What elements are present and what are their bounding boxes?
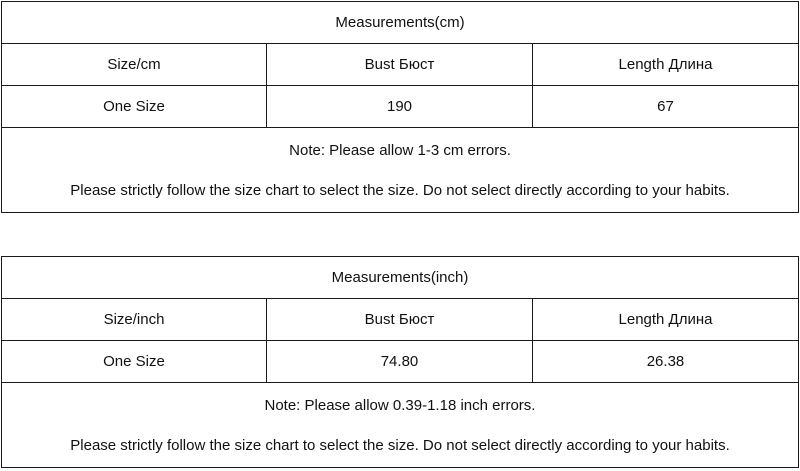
table-header-row: [2, 44, 799, 86]
cell-bust: 74.80: [267, 341, 533, 383]
column-header-bust: Bust Бюст: [267, 299, 533, 341]
size-chart-inch: [1, 256, 799, 468]
cell-bust: 190: [267, 86, 533, 128]
instruction-text: Please strictly follow the size chart to select the size. Do not select directly according to your habits.: [70, 181, 730, 199]
table-title: Measurements(inch): [2, 257, 799, 299]
cell-length: 26.38: [533, 341, 799, 383]
note-text: Note: Please allow 1-3 cm errors.: [289, 141, 511, 159]
table-title-row: [2, 2, 799, 44]
note-cell: [2, 128, 799, 213]
table-note-row: [2, 383, 799, 468]
size-chart-cm: [1, 1, 799, 213]
table-row: [2, 86, 799, 128]
table-title: Measurements(cm): [2, 2, 799, 44]
note-text: Note: Please allow 0.39-1.18 inch errors.: [264, 396, 536, 414]
column-header-length: Length Длина: [533, 299, 799, 341]
cell-size: One Size: [2, 86, 267, 128]
column-header-bust: Bust Бюст: [267, 44, 533, 86]
cell-size: One Size: [2, 341, 267, 383]
table-row: [2, 341, 799, 383]
column-header-size: Size/inch: [2, 299, 267, 341]
column-header-size: Size/cm: [2, 44, 267, 86]
column-header-length: Length Длина: [533, 44, 799, 86]
instruction-text: Please strictly follow the size chart to select the size. Do not select directly according to your habits.: [70, 436, 730, 454]
cell-length: 67: [533, 86, 799, 128]
note-cell: [2, 383, 799, 468]
table-note-row: [2, 128, 799, 213]
table-header-row: [2, 299, 799, 341]
table-title-row: [2, 257, 799, 299]
